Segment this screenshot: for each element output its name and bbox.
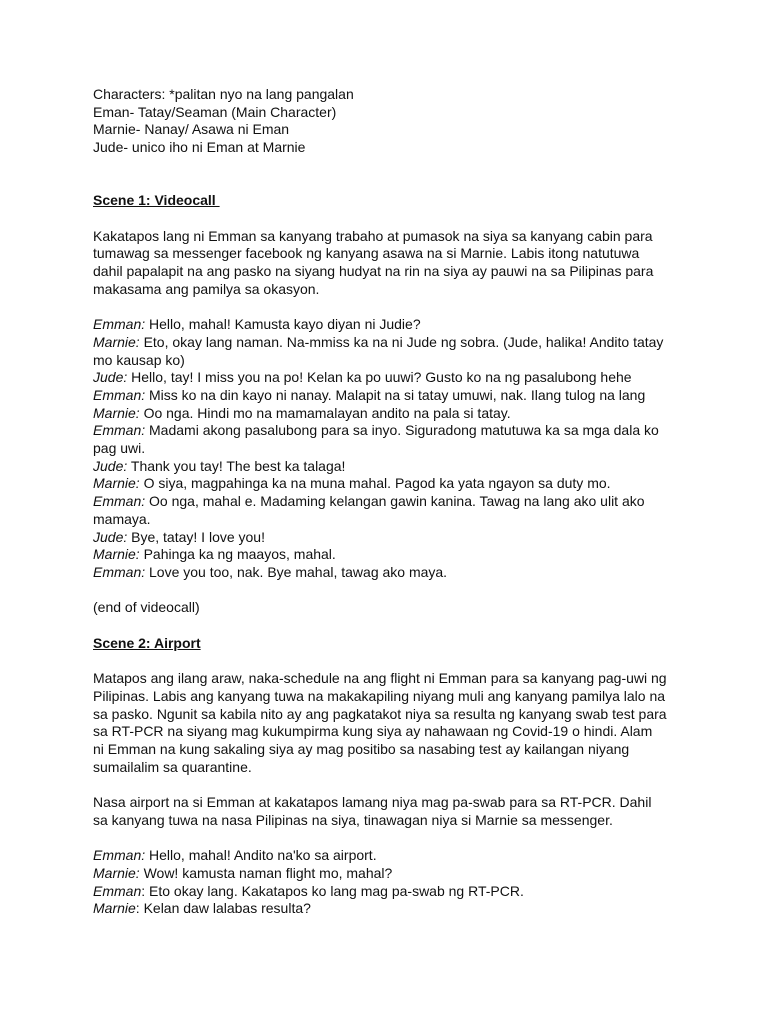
scene-2-narration-1 xyxy=(93,670,693,776)
dialogue-text: Thank you tay! The best ka talaga! xyxy=(127,457,346,474)
dialogue-line xyxy=(93,369,693,387)
dialogue-line xyxy=(93,900,693,918)
dialogue-line xyxy=(93,493,693,511)
scene-2-narration-2 xyxy=(93,794,693,829)
narration-line: sa RT-PCR na siyang mag kukumpirma kung siya ay nahawaan ng Covid-19 o hindi. Alam xyxy=(93,723,653,740)
speaker-name: Jude: xyxy=(93,528,128,545)
scene-2-dialogue xyxy=(93,847,693,918)
dialogue-text: Bye, tatay! I love you! xyxy=(127,528,265,545)
scene-2-heading: Scene 2: Airport xyxy=(93,634,201,651)
speaker-name: Marnie: xyxy=(93,404,140,421)
speaker-name: Marnie: xyxy=(93,475,140,492)
narration-line: Pilipinas. Labis ang kanyang tuwa na makakapiling niyang muli ang kanyang pamilya lalo na xyxy=(93,687,666,704)
speaker-name: Marnie xyxy=(93,900,136,917)
characters-header: Characters: *palitan nyo na lang pangalan xyxy=(93,86,354,102)
narration-line: Matapos ang ilang araw, naka-schedule na ang flight ni Emman para sa kanyang pag-uwi ng xyxy=(93,670,667,687)
speaker-name: Emman: xyxy=(93,493,146,510)
dialogue-line xyxy=(93,847,693,865)
speaker-name: Marnie: xyxy=(93,546,140,563)
speaker-name: Emman: xyxy=(93,316,146,333)
dialogue-continuation: pag uwi. xyxy=(93,440,146,457)
narration-line: sa kanyang tuwa na nasa Pilipinas na siya, tinawagan niya si Marnie sa messenger. xyxy=(93,811,613,828)
narration-line: makasama ang pamilya sa okasyon. xyxy=(93,280,320,297)
dialogue-line xyxy=(93,529,693,547)
dialogue-text: Oo nga. Hindi mo na mamamalayan andito na pala si tatay. xyxy=(139,404,511,421)
dialogue-text: Hello, tay! I miss you na po! Kelan ka po uuwi? Gusto ko na ng pasalubong hehe xyxy=(127,369,632,386)
character-entry: Eman- Tatay/Seaman (Main Character) xyxy=(93,103,337,120)
dialogue-text: : Eto okay lang. Kakatapos ko lang mag pa-swab ng RT-PCR. xyxy=(141,882,524,899)
speaker-name: Marnie: xyxy=(93,333,140,350)
scene-1-end-note: (end of videocall) xyxy=(93,599,200,616)
speaker-name: Emman: xyxy=(93,386,146,403)
dialogue-line xyxy=(93,387,693,405)
dialogue-continuation: mamaya. xyxy=(93,510,151,527)
dialogue-line xyxy=(93,458,693,476)
dialogue-text: Oo nga, mahal e. Madaming kelangan gawin kanina. Tawag na lang ako ulit ako xyxy=(145,493,645,510)
dialogue-line xyxy=(93,564,693,582)
dialogue-text: Eto, okay lang naman. Na-mmiss ka na ni Jude ng sobra. (Jude, halika! Andito tatay xyxy=(139,333,664,350)
narration-line: Nasa airport na si Emman at kakatapos lamang niya mag pa-swab para sa RT-PCR. Dahil xyxy=(93,794,652,811)
dialogue-text: Hello, mahal! Andito na'ko sa airport. xyxy=(145,847,377,864)
speaker-name: Emman: xyxy=(93,563,146,580)
document-page xyxy=(93,86,693,918)
character-entry: Marnie- Nanay/ Asawa ni Eman xyxy=(93,121,290,138)
dialogue-line xyxy=(93,334,693,352)
narration-line: sa pasko. Ngunit sa kabila nito ay ang pagkatakot niya sa resulta ng kanyang swab test para xyxy=(93,705,667,722)
dialogue-text: Hello, mahal! Kamusta kayo diyan ni Judie? xyxy=(145,316,421,333)
dialogue-line xyxy=(93,546,693,564)
narration-line: tumawag sa messenger facebook ng kanyang asawa na si Marnie. Labis itong natutuwa xyxy=(93,245,640,262)
characters-block xyxy=(93,86,693,157)
scene-1-dialogue xyxy=(93,316,693,582)
scene-1-narration xyxy=(93,228,693,299)
speaker-name: Emman xyxy=(93,882,142,899)
dialogue-continuation: mo kausap ko) xyxy=(93,351,185,368)
dialogue-line xyxy=(93,405,693,423)
speaker-name: Emman: xyxy=(93,847,146,864)
dialogue-text: Pahinga ka ng maayos, mahal. xyxy=(139,546,336,563)
dialogue-line xyxy=(93,475,693,493)
dialogue-line xyxy=(93,422,693,440)
dialogue-text: Love you too, nak. Bye mahal, tawag ako maya. xyxy=(145,563,448,580)
scene-1-heading: Scene 1: Videocall xyxy=(93,192,220,209)
speaker-name: Jude: xyxy=(93,457,128,474)
speaker-name: Emman: xyxy=(93,422,146,439)
dialogue-text: Miss ko na din kayo ni nanay. Malapit na si tatay umuwi, nak. Ilang tulog na lang xyxy=(145,386,646,403)
narration-line: dahil papalapit na ang pasko na siyang hudyat na rin na siya ay pauwi na sa Pilipinas para xyxy=(93,263,654,279)
dialogue-text: Madami akong pasalubong para sa inyo. Siguradong matutuwa ka sa mga dala ko xyxy=(145,422,659,439)
dialogue-text: : Kelan daw lalabas resulta? xyxy=(135,900,311,917)
character-entry: Jude- unico iho ni Eman at Marnie xyxy=(93,139,306,156)
dialogue-line xyxy=(93,316,693,334)
narration-line: sumailalim sa quarantine. xyxy=(93,758,252,775)
narration-line: Kakatapos lang ni Emman sa kanyang trabaho at pumasok na siya sa kanyang cabin para xyxy=(93,227,653,244)
speaker-name: Jude: xyxy=(93,369,128,386)
dialogue-line xyxy=(93,883,693,901)
dialogue-text: O siya, magpahinga ka na muna mahal. Pagod ka yata ngayon sa duty mo. xyxy=(139,475,611,492)
narration-line: ni Emman na kung sakaling siya ay mag positibo sa nasabing test ay kailangan niyang xyxy=(93,740,630,757)
speaker-name: Marnie: xyxy=(93,864,140,881)
dialogue-text: Wow! kamusta naman flight mo, mahal? xyxy=(139,864,393,881)
dialogue-line xyxy=(93,865,693,883)
